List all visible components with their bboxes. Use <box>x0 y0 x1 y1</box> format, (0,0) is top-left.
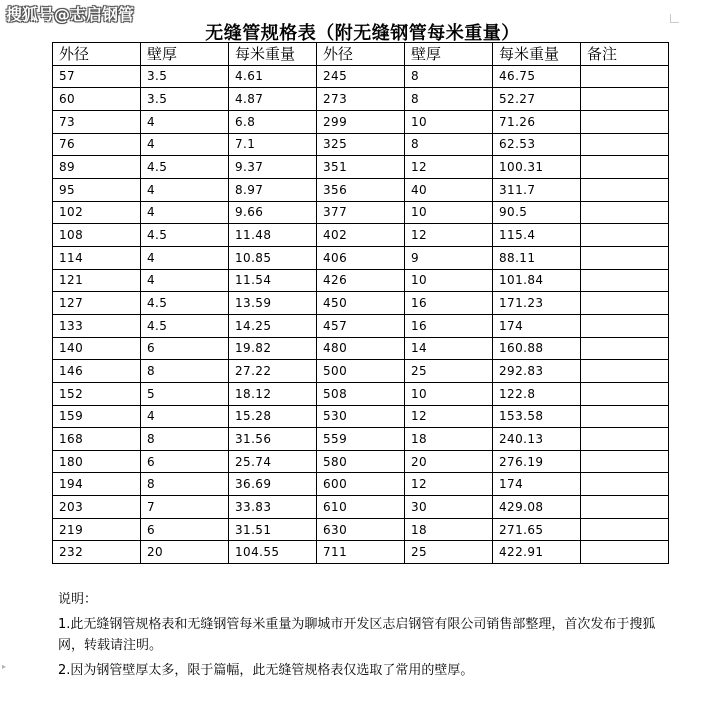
table-cell: 12 <box>405 405 493 428</box>
table-cell: 600 <box>317 473 405 496</box>
table-cell: 7.1 <box>229 133 317 156</box>
table-cell: 8 <box>405 65 493 88</box>
table-cell: 480 <box>317 337 405 360</box>
table-cell: 4.87 <box>229 88 317 111</box>
table-cell: 18.12 <box>229 382 317 405</box>
table-cell: 12 <box>405 224 493 247</box>
table-cell: 402 <box>317 224 405 247</box>
table-cell: 13.59 <box>229 292 317 315</box>
table-cell: 240.13 <box>493 428 581 451</box>
table-cell: 610 <box>317 496 405 519</box>
table-cell: 457 <box>317 314 405 337</box>
table-cell: 76 <box>53 133 141 156</box>
table-cell: 351 <box>317 156 405 179</box>
table-cell: 62.53 <box>493 133 581 156</box>
table-cell: 11.54 <box>229 269 317 292</box>
table-cell: 102 <box>53 201 141 224</box>
table-cell <box>581 382 669 405</box>
table-cell: 12 <box>405 156 493 179</box>
notes-heading: 说明： <box>58 592 98 607</box>
table-body <box>53 65 669 563</box>
table-cell <box>581 178 669 201</box>
table-cell <box>581 428 669 451</box>
table-row <box>53 518 669 541</box>
table-cell: 6 <box>141 337 229 360</box>
table-cell: 133 <box>53 314 141 337</box>
table-row <box>53 269 669 292</box>
table-cell: 4.5 <box>141 156 229 179</box>
table-cell: 40 <box>405 178 493 201</box>
table-cell: 4 <box>141 201 229 224</box>
table-cell: 232 <box>53 541 141 564</box>
table-row <box>53 65 669 88</box>
table-cell: 46.75 <box>493 65 581 88</box>
table-cell <box>581 473 669 496</box>
table-cell: 5 <box>141 382 229 405</box>
table-cell: 57 <box>53 65 141 88</box>
table-cell: 4.5 <box>141 224 229 247</box>
table-cell: 406 <box>317 246 405 269</box>
table-cell: 4.5 <box>141 314 229 337</box>
table-cell: 273 <box>317 88 405 111</box>
table-cell: 160.88 <box>493 337 581 360</box>
table-cell: 171.23 <box>493 292 581 315</box>
table-cell <box>581 156 669 179</box>
table-cell: 203 <box>53 496 141 519</box>
table-cell: 711 <box>317 541 405 564</box>
table-cell: 426 <box>317 269 405 292</box>
table-cell: 104.55 <box>229 541 317 564</box>
table-cell: 174 <box>493 473 581 496</box>
table-cell: 60 <box>53 88 141 111</box>
table-row <box>53 178 669 201</box>
table-cell: 9 <box>405 246 493 269</box>
table-row <box>53 541 669 564</box>
header-wall-thickness-2: 壁厚 <box>405 43 493 66</box>
table-cell: 121 <box>53 269 141 292</box>
table-cell: 508 <box>317 382 405 405</box>
table-cell: 422.91 <box>493 541 581 564</box>
table-row <box>53 224 669 247</box>
table-cell: 450 <box>317 292 405 315</box>
header-remarks: 备注 <box>581 43 669 66</box>
table-cell <box>581 518 669 541</box>
table-row <box>53 428 669 451</box>
table-cell: 73 <box>53 110 141 133</box>
table-cell: 71.26 <box>493 110 581 133</box>
note-item-2: 2.因为钢管壁厚太多，限于篇幅，此无缝管规格表仅选取了常用的壁厚。 <box>58 663 474 678</box>
table-row <box>53 314 669 337</box>
table-cell: 168 <box>53 428 141 451</box>
table-cell: 36.69 <box>229 473 317 496</box>
table-cell: 10 <box>405 201 493 224</box>
table-cell: 30 <box>405 496 493 519</box>
table-cell: 377 <box>317 201 405 224</box>
table-cell: 25 <box>405 541 493 564</box>
table-cell: 559 <box>317 428 405 451</box>
table-cell: 580 <box>317 450 405 473</box>
spec-table <box>52 42 669 564</box>
document-title: 无缝管规格表（附无缝钢管每米重量） <box>205 23 520 44</box>
table-cell: 88.11 <box>493 246 581 269</box>
table-cell: 4 <box>141 178 229 201</box>
table-cell <box>581 450 669 473</box>
table-cell: 108 <box>53 224 141 247</box>
table-cell: 16 <box>405 314 493 337</box>
table-cell: 12 <box>405 473 493 496</box>
table-cell: 19.82 <box>229 337 317 360</box>
table-cell: 95 <box>53 178 141 201</box>
table-cell: 6 <box>141 450 229 473</box>
table-cell: 219 <box>53 518 141 541</box>
table-cell: 18 <box>405 518 493 541</box>
table-cell: 159 <box>53 405 141 428</box>
table-cell: 276.19 <box>493 450 581 473</box>
table-cell: 311.7 <box>493 178 581 201</box>
table-cell <box>581 292 669 315</box>
table-cell: 89 <box>53 156 141 179</box>
table-row <box>53 88 669 111</box>
table-cell: 4.61 <box>229 65 317 88</box>
table-cell: 31.51 <box>229 518 317 541</box>
note-item-1: 1.此无缝钢管规格表和无缝钢管每米重量为聊城市开发区志启钢管有限公司销售部整理，首次发布于搜狐网，转载请注明。 <box>58 617 656 653</box>
table-cell <box>581 269 669 292</box>
table-row <box>53 496 669 519</box>
table-cell: 33.83 <box>229 496 317 519</box>
table-cell: 52.27 <box>493 88 581 111</box>
table-cell: 14 <box>405 337 493 360</box>
table-cell <box>581 496 669 519</box>
table-cell: 4 <box>141 269 229 292</box>
table-cell: 530 <box>317 405 405 428</box>
header-weight-per-meter: 每米重量 <box>229 43 317 66</box>
table-row <box>53 292 669 315</box>
table-row <box>53 110 669 133</box>
table-cell <box>581 360 669 383</box>
table-cell: 8 <box>141 473 229 496</box>
table-cell: 100.31 <box>493 156 581 179</box>
table-row <box>53 337 669 360</box>
table-cell: 271.65 <box>493 518 581 541</box>
table-cell: 90.5 <box>493 201 581 224</box>
table-cell <box>581 246 669 269</box>
table-cell: 180 <box>53 450 141 473</box>
table-cell: 31.56 <box>229 428 317 451</box>
table-cell <box>581 541 669 564</box>
table-cell: 4 <box>141 246 229 269</box>
table-cell: 18 <box>405 428 493 451</box>
table-row <box>53 201 669 224</box>
table-cell: 10 <box>405 269 493 292</box>
table-row <box>53 405 669 428</box>
table-cell: 140 <box>53 337 141 360</box>
table-cell: 8.97 <box>229 178 317 201</box>
table-cell: 10 <box>405 110 493 133</box>
table-cell: 8 <box>405 133 493 156</box>
table-cell: 245 <box>317 65 405 88</box>
table-row <box>53 360 669 383</box>
table-cell: 299 <box>317 110 405 133</box>
table-cell: 27.22 <box>229 360 317 383</box>
table-row <box>53 133 669 156</box>
table-cell: 15.28 <box>229 405 317 428</box>
table-cell: 10 <box>405 382 493 405</box>
table-cell: 3.5 <box>141 65 229 88</box>
table-cell: 20 <box>405 450 493 473</box>
table-cell <box>581 314 669 337</box>
table-cell: 356 <box>317 178 405 201</box>
table-cell: 16 <box>405 292 493 315</box>
table-cell: 10.85 <box>229 246 317 269</box>
table-row <box>53 382 669 405</box>
table-cell: 25 <box>405 360 493 383</box>
table-cell: 630 <box>317 518 405 541</box>
table-cell: 4.5 <box>141 292 229 315</box>
table-cell <box>581 65 669 88</box>
table-cell: 4 <box>141 110 229 133</box>
watermark-text: 搜狐号@志启钢管 <box>6 5 135 24</box>
table-row <box>53 246 669 269</box>
header-weight-per-meter-2: 每米重量 <box>493 43 581 66</box>
table-cell: 9.37 <box>229 156 317 179</box>
table-cell: 146 <box>53 360 141 383</box>
table-cell: 9.66 <box>229 201 317 224</box>
header-outer-diameter: 外径 <box>53 43 141 66</box>
table-cell: 4 <box>141 405 229 428</box>
table-cell: 20 <box>141 541 229 564</box>
notes-section <box>58 589 678 682</box>
table-cell <box>581 88 669 111</box>
table-cell: 127 <box>53 292 141 315</box>
table-cell: 3.5 <box>141 88 229 111</box>
table-cell: 11.48 <box>229 224 317 247</box>
table-cell: 429.08 <box>493 496 581 519</box>
table-row <box>53 156 669 179</box>
table-cell: 174 <box>493 314 581 337</box>
table-cell <box>581 224 669 247</box>
table-cell: 8 <box>141 360 229 383</box>
table-cell: 6 <box>141 518 229 541</box>
header-outer-diameter-2: 外径 <box>317 43 405 66</box>
table-cell: 8 <box>405 88 493 111</box>
table-cell: 153.58 <box>493 405 581 428</box>
table-cell: 194 <box>53 473 141 496</box>
table-cell: 6.8 <box>229 110 317 133</box>
table-cell: 14.25 <box>229 314 317 337</box>
table-cell: 500 <box>317 360 405 383</box>
header-wall-thickness: 壁厚 <box>141 43 229 66</box>
table-cell: 292.83 <box>493 360 581 383</box>
table-cell: 4 <box>141 133 229 156</box>
table-cell: 114 <box>53 246 141 269</box>
table-cell: 115.4 <box>493 224 581 247</box>
table-cell <box>581 405 669 428</box>
table-cell <box>581 133 669 156</box>
table-cell <box>581 110 669 133</box>
table-cell: 25.74 <box>229 450 317 473</box>
table-cell <box>581 337 669 360</box>
table-cell: 152 <box>53 382 141 405</box>
table-cell <box>581 201 669 224</box>
margin-marker: ▸ <box>2 662 7 671</box>
table-cell: 7 <box>141 496 229 519</box>
table-cell: 8 <box>141 428 229 451</box>
table-cell: 101.84 <box>493 269 581 292</box>
table-header-row <box>53 43 669 66</box>
table-row <box>53 450 669 473</box>
table-row <box>53 473 669 496</box>
table-cell: 325 <box>317 133 405 156</box>
table-cell: 122.8 <box>493 382 581 405</box>
